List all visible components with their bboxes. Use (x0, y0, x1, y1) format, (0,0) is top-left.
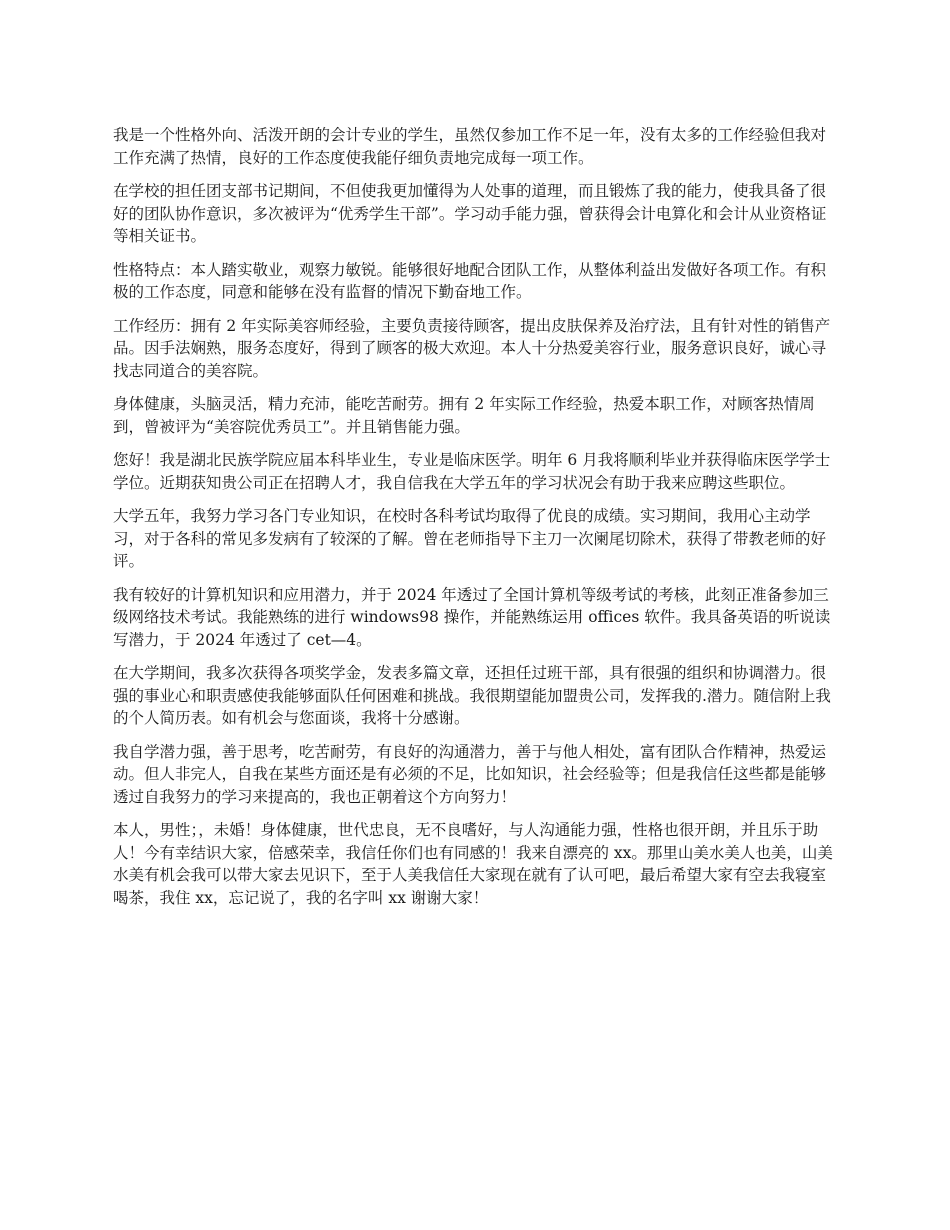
paragraph-self-intro: 我是一个性格外向、活泼开朗的会计专业的学生，虽然仅参加工作不足一年，没有太多的工作经验但我对工作充满了热情，良好的工作态度使我能仔细负责地完成每一项工作。 (113, 126, 827, 167)
paragraph-health: 身体健康，头脑灵活，精力充沛，能吃苦耐劳。拥有 2 年实际工作经验，热爱本职工作，对顾客热情周到，曾被评为“美容院优秀员工”。并且销售能力强。 (113, 395, 815, 436)
paragraph-self-learning: 我自学潜力强，善于思考，吃苦耐劳，有良好的沟通潜力，善于与他人相处，富有团队合作精神，热爱运动。但人非完人，自我在某些方面还是有必须的不足，比如知识，社会经验等；但是我信任这些都是能够透过自我努力的学习来提高的，我也正朝着这个方向努力！ (113, 742, 827, 806)
paragraph-greeting: 您好！我是湖北民族学院应届本科毕业生，专业是临床医学。明年 6 月我将顺利毕业并获得临床医学学士学位。近期获知贵公司正在招聘人才，我自信我在大学五年的学习状况会有助于我来应聘这些职位。 (113, 451, 831, 492)
paragraph-awards: 在大学期间，我多次获得各项奖学金，发表多篇文章，还担任过班干部，具有很强的组织和协调潜力。很强的事业心和职责感使我能够面队任何困难和挑战。我很期望能加盟贵公司，发挥我的.潜力。随信附上我的个人简历表。如有机会与您面谈，我将十分感谢。 (113, 664, 831, 727)
paragraph-personal-intro: 本人，男性；，未婚！身体健康，世代忠良，无不良嗜好，与人沟通能力强，性格也很开朗，并且乐于助人！今有幸结识大家，倍感荣幸，我信任你们也有同感的！我来自漂亮的 xx。那里山美水美人也美，山美水美有机会我可以带大家去见识下，至于人美我信任大家现在就有了认可吧，最后希望大家有空去我寝室喝茶，我住 xx，忘记说了，我的名字叫 xx 谢谢大家！ (113, 821, 833, 907)
paragraph-work-experience: 工作经历：拥有 2 年实际美容师经验，主要负责接待顾客，提出皮肤保养及治疗法，且有针对性的销售产品。因手法娴熟，服务态度好，得到了顾客的极大欢迎。本人十分热爱美容行业，服务意识良好，诚心寻找志同道合的美容院。 (113, 316, 831, 380)
paragraph-university: 大学五年，我努力学习各门专业知识，在校时各科考试均取得了优良的成绩。实习期间，我用心主动学习，对于各科的常见多发病有了较深的了解。曾在老师指导下主刀一次阑尾切除术，获得了带教老师的好评。 (113, 507, 827, 570)
paragraph-personality: 性格特点：本人踏实敬业，观察力敏锐。能够很好地配合团队工作，从整体利益出发做好各项工作。有积极的工作态度，同意和能够在没有监督的情况下勤奋地工作。 (113, 260, 827, 301)
document-body (113, 124, 841, 920)
paragraph-computer-skills: 我有较好的计算机知识和应用潜力，并于 2024 年透过了全国计算机等级考试的考核，此刻正准备参加三级网络技术考试。我能熟练的进行 windows98 操作，并能熟练运用 offices 软件。我具备英语的听说读写潜力，于 2024 年透过了 cet—4。 (113, 585, 831, 649)
paragraph-school-experience: 在学校的担任团支部书记期间，不但使我更加懂得为人处事的道理，而且锻炼了我的能力，使我具备了很好的团队协作意识，多次被评为“优秀学生干部”。学习动手能力强，曾获得会计电算化和会计从业资格证等相关证书。 (113, 182, 827, 245)
